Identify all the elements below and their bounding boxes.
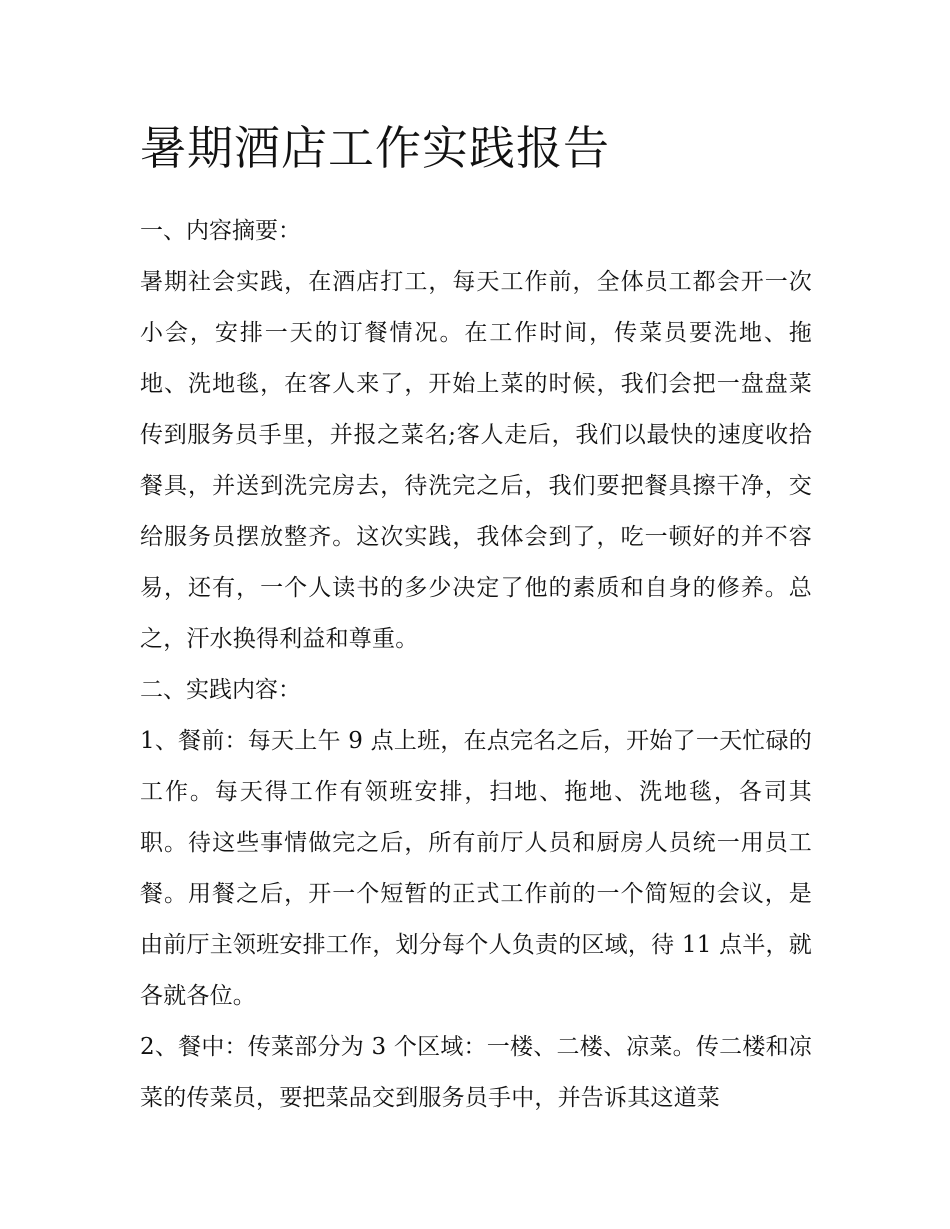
practice-item-before-meal: 1、餐前：每天上午 9 点上班，在点完名之后，开始了一天忙碌的工作。每天得工作有领班安排，扫地、拖地、洗地毯，各司其职。待这些事情做完之后，所有前厅人员和厨房人员统一用员工餐。用餐之后，开一个短暂的正式工作前的一个简短的会议，是由前厅主领班安排工作，划分每个人负责的区域，待 11 点半，就各就各位。 — [140, 728, 812, 1009]
summary-paragraph: 暑期社会实践，在酒店打工，每天工作前，全体员工都会开一次小会，安排一天的订餐情况。在工作时间，传菜员要洗地、拖地、洗地毯，在客人来了，开始上菜的时候，我们会把一盘盘菜传到服务员手里，并报之菜名;客人走后，我们以最快的速度收拾餐具，并送到洗完房去，待洗完之后，我们要把餐具擦干净，交给服务员摆放整齐。这次实践，我体会到了，吃一顿好的并不容易，还有，一个人读书的多少决定了他的素质和自身的修养。总之，汗水换得利益和尊重。 — [140, 269, 812, 652]
section-heading-summary: 一、内容摘要： — [140, 218, 301, 244]
practice-item-during-meal: 2、餐中：传菜部分为 3 个区域：一楼、二楼、凉菜。传二楼和凉菜的传菜员，要把菜品交到服务员手中，并告诉其这道菜 — [140, 1034, 812, 1111]
section-heading-practice: 二、实践内容： — [140, 677, 301, 703]
document-content — [140, 112, 812, 1124]
document-title: 暑期酒店工作实践报告 — [140, 121, 610, 175]
